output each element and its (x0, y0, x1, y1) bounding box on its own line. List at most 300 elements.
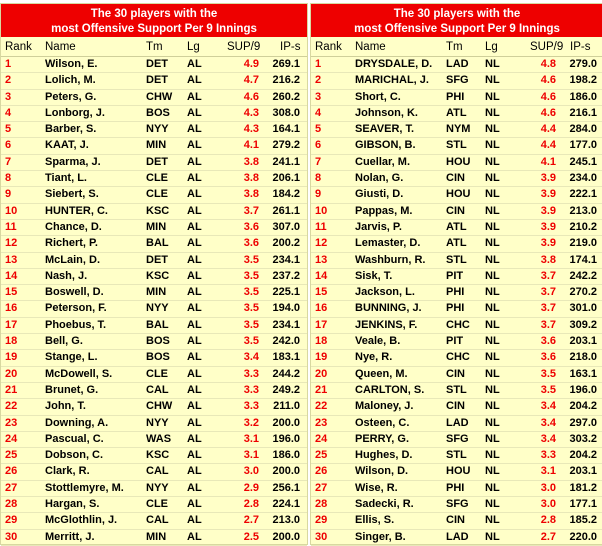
table-title (1, 4, 307, 37)
player-name-cell: Short, C. (355, 90, 401, 103)
innings-pitched-cell: 204.2 (569, 449, 597, 462)
sup9-cell: 3.9 (540, 204, 556, 217)
rank-cell: 26 (5, 465, 18, 478)
player-name-cell: Hughes, D. (355, 449, 413, 462)
innings-pitched-cell: 297.0 (569, 416, 597, 429)
sup9-cell: 2.5 (243, 530, 259, 543)
innings-pitched-cell: 245.1 (569, 155, 597, 168)
innings-pitched-cell: 307.0 (272, 220, 300, 233)
rank-cell: 24 (5, 432, 18, 445)
league-cell: AL (187, 58, 202, 70)
league-cell: NL (485, 351, 500, 364)
rank-cell: 20 (5, 367, 18, 380)
sup9-cell: 3.9 (540, 220, 556, 233)
rank-cell: 7 (5, 155, 12, 168)
sup9-cell: 3.9 (540, 172, 556, 185)
rank-cell: 23 (5, 416, 18, 429)
table-row (311, 236, 602, 252)
sup9-cell: 3.5 (243, 253, 259, 266)
innings-pitched-cell: 234.1 (272, 318, 300, 331)
innings-pitched-cell: 200.0 (272, 465, 300, 478)
sup9-cell: 2.9 (243, 481, 259, 494)
table-row (311, 416, 602, 432)
innings-pitched-cell: 220.0 (569, 530, 597, 543)
team-cell: DET (146, 74, 168, 87)
league-cell: NL (485, 172, 500, 185)
team-cell: SFG (446, 498, 469, 511)
header-name: Name (45, 41, 76, 53)
team-cell: MIN (146, 139, 167, 152)
header-rank: Rank (5, 41, 32, 53)
innings-pitched-cell: 234.1 (272, 253, 300, 266)
table-title (311, 4, 602, 37)
league-cell: NL (485, 269, 500, 282)
team-cell: BOS (146, 351, 170, 364)
league-cell: NL (485, 139, 500, 152)
team-cell: CAL (146, 465, 169, 478)
rank-cell: 30 (5, 530, 18, 543)
sup9-cell: 4.1 (243, 139, 259, 152)
sup9-cell: 3.5 (540, 367, 556, 380)
sup9-cell: 4.9 (243, 58, 259, 70)
sup9-cell: 4.6 (540, 74, 556, 87)
innings-pitched-cell: 225.1 (272, 286, 300, 299)
league-cell: AL (187, 335, 202, 348)
league-cell: AL (187, 269, 202, 282)
player-name-cell: Sadecki, R. (355, 498, 414, 511)
rank-cell: 15 (315, 286, 328, 299)
rank-cell: 9 (315, 188, 322, 201)
innings-pitched-cell: 163.1 (569, 367, 597, 380)
innings-pitched-cell: 241.1 (272, 155, 300, 168)
rank-cell: 25 (315, 449, 328, 462)
table-row (1, 416, 307, 432)
table-row (1, 464, 307, 480)
innings-pitched-cell: 211.0 (273, 400, 300, 413)
league-cell: NL (485, 155, 500, 168)
rank-cell: 4 (5, 106, 12, 119)
team-cell: ATL (446, 106, 467, 119)
table-row (1, 90, 307, 106)
player-name-cell: Sparma, J. (45, 155, 101, 168)
player-name-cell: SEAVER, T. (355, 123, 415, 136)
innings-pitched-cell: 279.2 (272, 139, 300, 152)
header-league: Lg (485, 41, 498, 53)
player-name-cell: GIBSON, B. (355, 139, 416, 152)
table-row (311, 350, 602, 366)
innings-pitched-cell: 242.2 (569, 269, 597, 282)
sup9-cell: 3.6 (243, 220, 259, 233)
sup9-cell: 4.6 (540, 90, 556, 103)
league-cell: NL (485, 416, 500, 429)
player-name-cell: McLain, D. (45, 253, 101, 266)
league-cell: AL (187, 204, 202, 217)
team-cell: CAL (146, 514, 169, 527)
sup9-cell: 3.7 (540, 286, 556, 299)
innings-pitched-cell: 309.2 (569, 318, 597, 331)
sup9-cell: 3.0 (540, 498, 556, 511)
rank-cell: 2 (5, 74, 12, 87)
team-cell: DET (146, 58, 168, 70)
team-cell: CLE (146, 172, 168, 185)
rank-cell: 19 (315, 351, 328, 364)
player-name-cell: Merritt, J. (45, 530, 95, 543)
team-cell: NYY (146, 416, 169, 429)
team-cell: BAL (146, 318, 169, 331)
innings-pitched-cell: 216.2 (272, 74, 300, 87)
sup9-cell: 3.7 (540, 302, 556, 315)
rank-cell: 5 (5, 123, 12, 136)
al-table (0, 3, 308, 545)
rank-cell: 2 (315, 74, 322, 87)
team-cell: CHW (146, 400, 173, 413)
team-cell: BOS (146, 106, 170, 119)
rank-cell: 10 (5, 204, 18, 217)
team-cell: CHC (446, 318, 470, 331)
league-cell: NL (485, 188, 500, 201)
rank-cell: 5 (315, 123, 322, 136)
table-row (311, 318, 602, 334)
player-name-cell: DRYSDALE, D. (355, 58, 433, 70)
innings-pitched-cell: 269.1 (272, 58, 300, 70)
header-sup9: SUP/9 (530, 41, 564, 53)
innings-pitched-cell: 177.0 (569, 139, 597, 152)
league-cell: NL (485, 58, 500, 70)
league-cell: NL (485, 400, 500, 413)
sup9-cell: 3.9 (540, 188, 556, 201)
team-cell: BAL (146, 237, 169, 250)
league-cell: NL (485, 465, 500, 478)
team-cell: CIN (446, 514, 465, 527)
table-row (311, 285, 602, 301)
table-row (1, 236, 307, 252)
title-line-2: most Offensive Support Per 9 Innings (354, 23, 560, 35)
player-name-cell: Wilson, D. (355, 465, 409, 478)
league-cell: NL (485, 367, 500, 380)
player-name-cell: Lemaster, D. (355, 237, 421, 250)
team-cell: CAL (146, 383, 169, 396)
team-cell: MIN (146, 220, 167, 233)
sup9-cell: 3.1 (243, 449, 259, 462)
sup9-cell: 3.5 (540, 383, 556, 396)
league-cell: AL (187, 432, 202, 445)
table-row (1, 350, 307, 366)
title-line-2: most Offensive Support Per 9 Innings (51, 23, 257, 35)
player-name-cell: KAAT, J. (45, 139, 89, 152)
sup9-cell: 4.4 (540, 139, 556, 152)
player-name-cell: Jackson, L. (355, 286, 415, 299)
player-name-cell: Nash, J. (45, 269, 88, 282)
rank-cell: 27 (315, 481, 328, 494)
header-team: Tm (446, 41, 463, 53)
player-name-cell: Sisk, T. (355, 269, 393, 282)
team-cell: CHW (146, 90, 173, 103)
league-cell: NL (485, 318, 500, 331)
table-row (311, 155, 602, 171)
table-row (1, 122, 307, 138)
table-row (311, 301, 602, 317)
team-cell: ATL (446, 237, 467, 250)
table-row (1, 155, 307, 171)
league-cell: NL (485, 204, 500, 217)
team-cell: MIN (146, 286, 167, 299)
rank-cell: 22 (315, 400, 328, 413)
league-cell: AL (187, 351, 202, 364)
sup9-cell: 3.7 (243, 204, 259, 217)
rank-cell: 16 (315, 302, 328, 315)
sup9-cell: 3.5 (243, 302, 259, 315)
rank-cell: 6 (315, 139, 322, 152)
player-name-cell: Jarvis, P. (355, 220, 402, 233)
league-cell: AL (187, 220, 202, 233)
sup9-cell: 3.8 (243, 155, 259, 168)
league-cell: AL (187, 172, 202, 185)
sup9-cell: 2.7 (540, 530, 556, 543)
table-row (1, 513, 307, 529)
innings-pitched-cell: 224.1 (272, 498, 300, 511)
team-cell: STL (446, 253, 467, 266)
player-name-cell: Osteen, C. (355, 416, 410, 429)
rank-cell: 29 (315, 514, 328, 527)
innings-pitched-cell: 219.0 (569, 237, 597, 250)
rank-cell: 13 (5, 253, 18, 266)
sup9-cell: 3.0 (540, 481, 556, 494)
sup9-cell: 3.5 (243, 269, 259, 282)
innings-pitched-cell: 177.1 (569, 498, 597, 511)
league-cell: AL (187, 449, 202, 462)
league-cell: AL (187, 514, 202, 527)
player-name-cell: Phoebus, T. (45, 318, 107, 331)
sup9-cell: 3.1 (540, 465, 556, 478)
innings-pitched-cell: 196.0 (569, 383, 597, 396)
player-name-cell: Peterson, F. (45, 302, 107, 315)
league-cell: AL (187, 498, 202, 511)
player-name-cell: Pappas, M. (355, 204, 413, 217)
table-row (311, 122, 602, 138)
player-name-cell: Wilson, E. (45, 58, 98, 70)
sup9-cell: 4.4 (540, 123, 556, 136)
table-row (311, 513, 602, 529)
table-row (311, 90, 602, 106)
team-cell: SFG (446, 74, 469, 87)
team-cell: LAD (446, 530, 469, 543)
team-cell: PIT (446, 269, 464, 282)
rank-cell: 8 (315, 172, 322, 185)
rank-cell: 23 (315, 416, 328, 429)
league-cell: NL (485, 220, 500, 233)
title-line-1: The 30 players with the (90, 8, 218, 20)
table-row (311, 464, 602, 480)
table-body (311, 57, 602, 546)
table-row (1, 106, 307, 122)
team-cell: NYY (146, 302, 169, 315)
player-name-cell: Clark, R. (45, 465, 90, 478)
table-row (311, 334, 602, 350)
league-cell: NL (485, 302, 500, 315)
table-row (311, 204, 602, 220)
player-name-cell: McGlothlin, J. (45, 514, 118, 527)
innings-pitched-cell: 210.2 (569, 220, 597, 233)
team-cell: PHI (446, 302, 465, 315)
league-cell: NL (485, 286, 500, 299)
nl-table (310, 3, 602, 545)
header-name: Name (355, 41, 386, 53)
table-row (1, 530, 307, 546)
header-ip: IP-s (570, 41, 591, 53)
team-cell: ATL (446, 220, 467, 233)
league-cell: AL (187, 139, 202, 152)
team-cell: HOU (446, 155, 471, 168)
league-cell: NL (485, 74, 500, 87)
sup9-cell: 3.2 (243, 416, 259, 429)
player-name-cell: Downing, A. (45, 416, 109, 429)
rank-cell: 27 (5, 481, 18, 494)
player-name-cell: Johnson, K. (355, 106, 418, 119)
rank-cell: 18 (315, 335, 328, 348)
league-cell: AL (187, 155, 202, 168)
table-row (1, 285, 307, 301)
player-name-cell: Brunet, G. (45, 383, 99, 396)
table-row (1, 367, 307, 383)
player-name-cell: Chance, D. (45, 220, 102, 233)
header-rank: Rank (315, 41, 342, 53)
rank-cell: 9 (5, 188, 12, 201)
sup9-cell: 4.1 (540, 155, 556, 168)
table-row (1, 432, 307, 448)
sup9-cell: 3.4 (243, 351, 259, 364)
innings-pitched-cell: 237.2 (272, 269, 300, 282)
player-name-cell: Wise, R. (355, 481, 398, 494)
rank-cell: 28 (5, 498, 18, 511)
rank-cell: 8 (5, 172, 12, 185)
team-cell: PHI (446, 90, 465, 103)
innings-pitched-cell: 270.2 (569, 286, 597, 299)
sup9-cell: 3.5 (243, 335, 259, 348)
league-cell: AL (187, 74, 202, 87)
table-row (311, 187, 602, 203)
table-row (1, 171, 307, 187)
sup9-cell: 3.5 (243, 286, 259, 299)
sup9-cell: 3.3 (540, 449, 556, 462)
rank-cell: 10 (315, 204, 328, 217)
sup9-cell: 3.8 (540, 253, 556, 266)
rank-cell: 15 (5, 286, 18, 299)
innings-pitched-cell: 186.0 (569, 90, 597, 103)
rank-cell: 12 (5, 237, 18, 250)
innings-pitched-cell: 174.1 (569, 253, 597, 266)
player-name-cell: Bell, G. (45, 335, 83, 348)
table-row (311, 253, 602, 269)
team-cell: WAS (146, 432, 172, 445)
innings-pitched-cell: 213.0 (272, 514, 300, 527)
player-name-cell: MARICHAL, J. (355, 74, 429, 87)
table-row (311, 220, 602, 236)
rank-cell: 21 (315, 383, 328, 396)
league-cell: NL (485, 335, 500, 348)
player-name-cell: JENKINS, F. (355, 318, 418, 331)
player-name-cell: BUNNING, J. (355, 302, 422, 315)
team-cell: DET (146, 253, 168, 266)
innings-pitched-cell: 218.0 (569, 351, 597, 364)
table-row (1, 204, 307, 220)
table-row (1, 318, 307, 334)
player-name-cell: Giusti, D. (355, 188, 404, 201)
sup9-cell: 3.3 (243, 367, 259, 380)
team-cell: PHI (446, 286, 465, 299)
innings-pitched-cell: 198.2 (569, 74, 597, 87)
innings-pitched-cell: 244.2 (272, 367, 300, 380)
player-name-cell: Peters, G. (45, 90, 97, 103)
column-header-row (311, 40, 602, 57)
league-cell: NL (485, 481, 500, 494)
team-cell: NYY (146, 481, 169, 494)
league-cell: AL (187, 318, 202, 331)
table-row (1, 187, 307, 203)
league-cell: NL (485, 383, 500, 396)
rank-cell: 20 (315, 367, 328, 380)
table-row (311, 57, 602, 73)
team-cell: DET (146, 155, 168, 168)
team-cell: CLE (146, 498, 168, 511)
sup9-cell: 3.4 (540, 400, 556, 413)
title-line-1: The 30 players with the (393, 8, 521, 20)
table-row (1, 253, 307, 269)
league-cell: AL (187, 302, 202, 315)
league-cell: AL (187, 90, 202, 103)
table-row (1, 73, 307, 89)
innings-pitched-cell: 213.0 (569, 204, 597, 217)
innings-pitched-cell: 185.2 (569, 514, 597, 527)
player-name-cell: Ellis, S. (355, 514, 395, 527)
team-cell: CIN (446, 204, 465, 217)
rank-cell: 24 (315, 432, 328, 445)
innings-pitched-cell: 216.1 (569, 106, 597, 119)
league-cell: NL (485, 432, 500, 445)
header-team: Tm (146, 41, 163, 53)
table-row (1, 57, 307, 73)
league-cell: AL (187, 530, 202, 543)
innings-pitched-cell: 203.1 (569, 335, 597, 348)
innings-pitched-cell: 206.1 (272, 172, 300, 185)
player-name-cell: Boswell, D. (45, 286, 104, 299)
player-name-cell: Stange, L. (45, 351, 98, 364)
innings-pitched-cell: 308.0 (272, 106, 300, 119)
player-name-cell: Richert, P. (45, 237, 98, 250)
player-name-cell: HUNTER, C. (45, 204, 108, 217)
team-cell: NYY (146, 123, 169, 136)
sup9-cell: 2.8 (540, 514, 556, 527)
player-name-cell: Dobson, C. (45, 449, 104, 462)
innings-pitched-cell: 164.1 (272, 123, 300, 136)
rank-cell: 6 (5, 139, 12, 152)
table-row (311, 269, 602, 285)
table-row (1, 138, 307, 154)
table-row (311, 383, 602, 399)
rank-cell: 21 (5, 383, 18, 396)
rank-cell: 3 (315, 90, 322, 103)
league-cell: NL (485, 449, 500, 462)
player-name-cell: Barber, S. (45, 123, 97, 136)
team-cell: CIN (446, 367, 465, 380)
table-body (1, 57, 307, 546)
team-cell: PIT (446, 335, 464, 348)
table-row (311, 448, 602, 464)
league-cell: NL (485, 237, 500, 250)
innings-pitched-cell: 204.2 (569, 400, 597, 413)
team-cell: CLE (146, 188, 168, 201)
innings-pitched-cell: 256.1 (272, 481, 300, 494)
innings-pitched-cell: 260.2 (272, 90, 300, 103)
